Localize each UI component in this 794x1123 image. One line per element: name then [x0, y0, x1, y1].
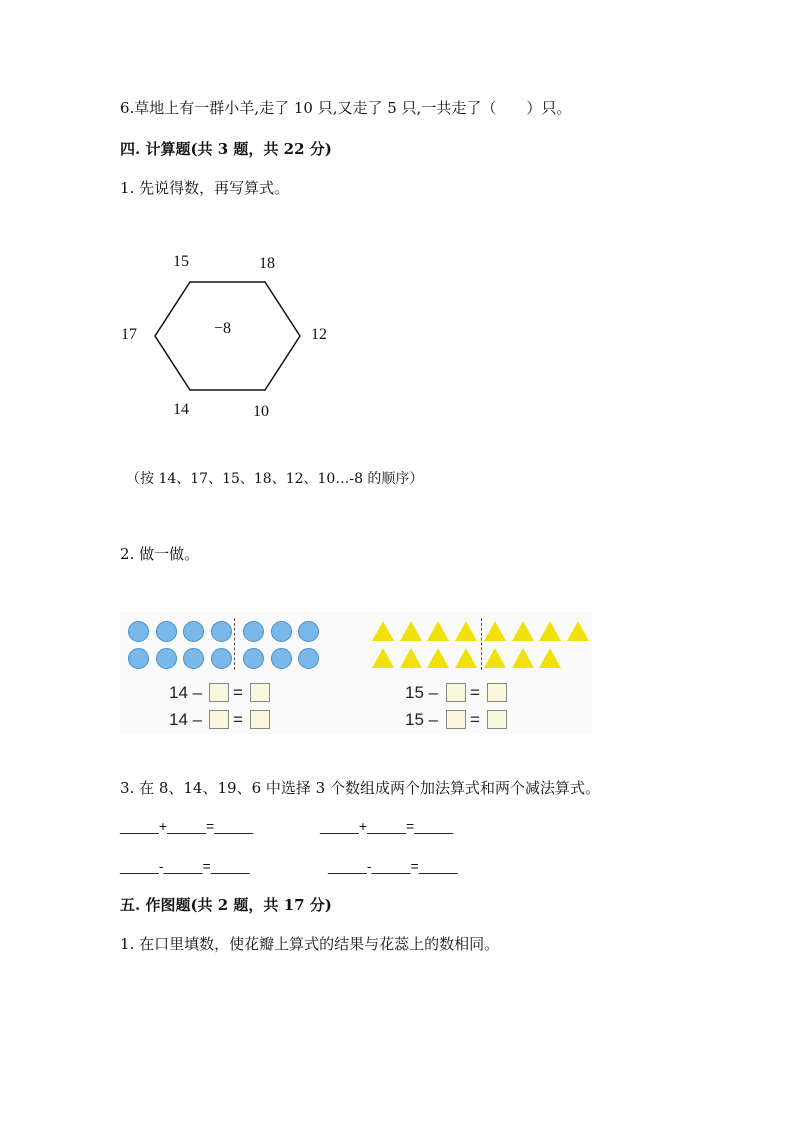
question-4-1: 1. 先说得数，再写算式。	[120, 179, 290, 197]
question-4-3: 3. 在 8、14、19、6 中选择 3 个数组成两个加法算式和两个减法算式。	[120, 779, 600, 797]
counting-panel	[120, 612, 592, 734]
blue-circle	[298, 621, 319, 642]
yellow-triangle	[400, 621, 422, 641]
blue-circle	[128, 621, 149, 642]
yellow-triangle	[539, 621, 561, 641]
right-equation-1-prefix: 15 –	[405, 683, 439, 702]
circles-divider	[234, 618, 235, 670]
hex-num-bottom-right: 10	[253, 403, 269, 420]
yellow-triangle	[567, 621, 589, 641]
yellow-triangle	[484, 648, 506, 668]
yellow-triangle	[484, 621, 506, 641]
section-5-heading: 五. 作图题(共 2 题，共 17 分)	[120, 896, 332, 914]
yellow-triangle	[372, 648, 394, 668]
question-6: 6.草地上有一群小羊,走了 10 只,又走了 5 只,一共走了（ ）只。	[120, 99, 572, 117]
blue-circle	[243, 621, 264, 642]
yellow-triangle	[512, 621, 534, 641]
blue-circle	[156, 648, 177, 669]
yellow-triangle	[455, 648, 477, 668]
addition-blank-right[interactable]: _____+_____=_____	[320, 818, 454, 834]
subtraction-blank-right[interactable]: _____-_____=_____	[328, 858, 458, 874]
blue-circle	[183, 621, 204, 642]
blue-circle	[211, 621, 232, 642]
question-4-2: 2. 做一做。	[120, 545, 200, 563]
blue-circle	[298, 648, 319, 669]
hex-num-right: 12	[311, 326, 327, 343]
left-eq2-answer-box-2[interactable]	[250, 710, 270, 729]
addition-blank-left[interactable]: _____+_____=_____	[120, 818, 254, 834]
yellow-triangle	[427, 621, 449, 641]
yellow-triangle	[372, 621, 394, 641]
left-equation-1-prefix: 14 –	[169, 683, 203, 702]
hex-num-top-left: 15	[173, 253, 189, 270]
blue-circle	[183, 648, 204, 669]
hex-center-label: −8	[214, 320, 232, 337]
blue-circle	[128, 648, 149, 669]
blue-circle	[156, 621, 177, 642]
left-eq1-equals: =	[233, 683, 243, 702]
hexagon-figure	[110, 245, 350, 435]
right-eq1-answer-box-1[interactable]	[446, 683, 466, 702]
right-equation-2-prefix: 15 –	[405, 710, 439, 729]
hex-num-top-right: 18	[259, 255, 275, 272]
yellow-triangle	[427, 648, 449, 668]
left-eq1-answer-box-2[interactable]	[250, 683, 270, 702]
section-4-heading: 四. 计算题(共 3 题，共 22 分)	[120, 140, 332, 158]
right-eq1-equals: =	[470, 683, 480, 702]
yellow-triangle	[400, 648, 422, 668]
triangles-divider	[481, 618, 482, 670]
blue-circle	[243, 648, 264, 669]
left-eq2-equals: =	[233, 710, 243, 729]
left-eq2-answer-box-1[interactable]	[209, 710, 229, 729]
right-eq2-equals: =	[470, 710, 480, 729]
right-eq2-answer-box-2[interactable]	[487, 710, 507, 729]
subtraction-blank-left[interactable]: _____-_____=_____	[120, 858, 250, 874]
right-eq1-answer-box-2[interactable]	[487, 683, 507, 702]
yellow-triangle	[539, 648, 561, 668]
yellow-triangle	[455, 621, 477, 641]
order-note: （按 14、17、15、18、12、10…-8 的顺序）	[126, 471, 424, 487]
left-equation-2-prefix: 14 –	[169, 710, 203, 729]
blue-circle	[211, 648, 232, 669]
question-5-1: 1. 在口里填数，使花瓣上算式的结果与花蕊上的数相同。	[120, 935, 500, 953]
right-eq2-answer-box-1[interactable]	[446, 710, 466, 729]
blue-circle	[271, 621, 292, 642]
blue-circle	[271, 648, 292, 669]
hex-num-left: 17	[121, 326, 137, 343]
yellow-triangle	[512, 648, 534, 668]
hex-num-bottom-left: 14	[173, 401, 189, 418]
left-eq1-answer-box-1[interactable]	[209, 683, 229, 702]
